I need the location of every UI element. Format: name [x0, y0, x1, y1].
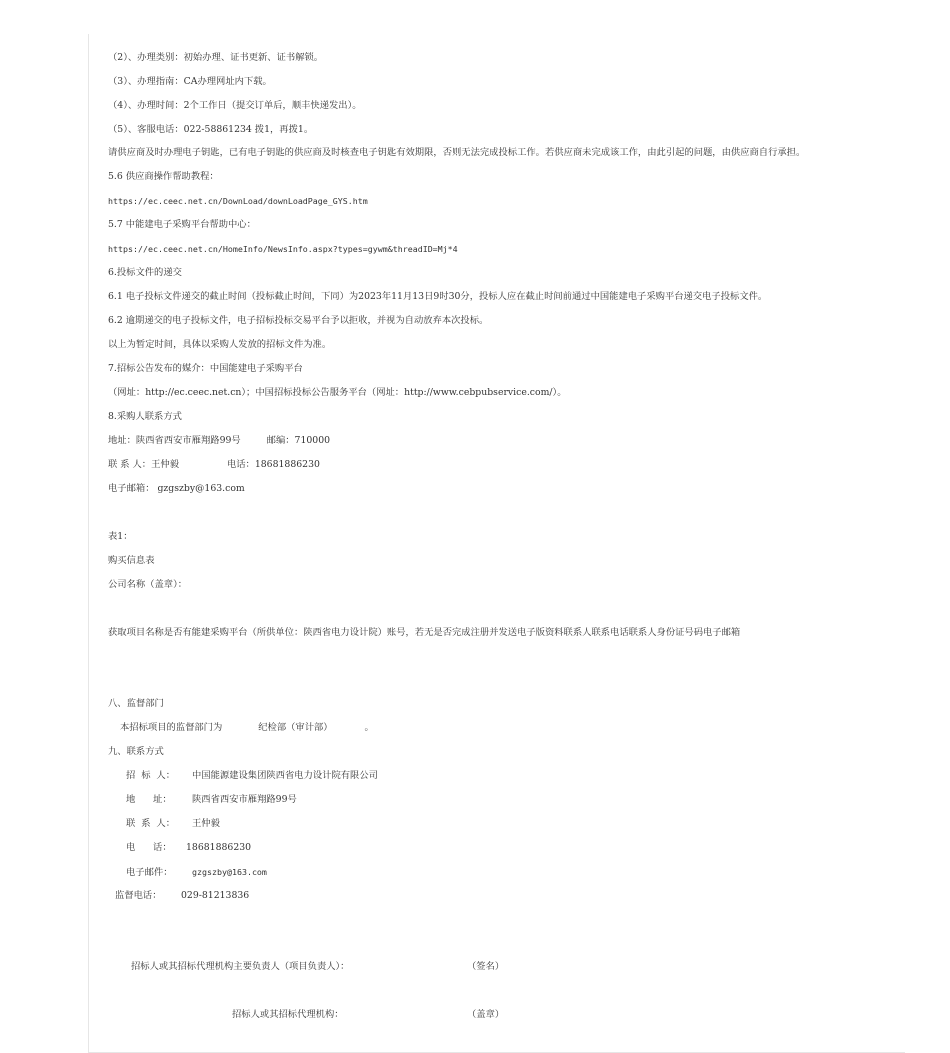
purchaser-email: 电子邮箱： gzgszby@163.com — [108, 483, 245, 494]
tentative-line: 以上为暂定时间，具体以采购人发放的招标文件为准。 — [108, 339, 332, 350]
contact-label: 招 标 人： — [126, 770, 176, 781]
table-label: 表1： — [108, 531, 133, 542]
responsible-person-label: 招标人或其招标代理机构主要负责人（项目负责人）： — [131, 961, 350, 972]
contact-row-tenderer — [126, 769, 378, 783]
contact-row-email — [126, 865, 267, 880]
supervision-phone-label: 监督电话： — [115, 890, 162, 901]
contact-label: 电子邮件： — [126, 867, 173, 878]
media-urls-line: （网址：http://ec.ceec.net.cn）；中国招标投标公告服务平台（网址：http://www.cebpubservice.com/）。 — [108, 387, 567, 398]
company-name-line: 公司名称（盖章）： — [108, 579, 188, 590]
seal-placeholder: （盖章） — [467, 1009, 505, 1020]
agency-label: 招标人或其招标代理机构： — [232, 1009, 344, 1020]
supervision-phone-row — [115, 889, 249, 903]
table-title: 购买信息表 — [108, 555, 155, 566]
ca-time-line: （4）、办理时间：2个工作日（提交订单后，顺丰快递发出）。 — [108, 100, 362, 111]
deadline-line: 6.1 电子投标文件递交的截止时间（投标截止时间，下同）为2023年11月13日9时30分，投标人应在截止时间前通过中国能建电子采购平台递交电子投标文件。 — [108, 291, 768, 302]
contact-title: 九、联系方式 — [108, 746, 164, 757]
late-submission-line: 6.2 逾期递交的电子投标文件，电子招标投标交易平台予以拒收，并视为自动放弃本次投标。 — [108, 315, 489, 326]
contact-label: 电 话： — [126, 842, 172, 853]
contact-value: 18681886230 — [186, 842, 252, 853]
supervision-title: 八、监督部门 — [108, 698, 164, 709]
contact-value: 陕西省西安市雁翔路99号 — [192, 794, 297, 805]
contact-row-phone — [126, 841, 251, 855]
purchaser-postcode: 邮编：710000 — [266, 435, 331, 446]
contact-email-value[interactable]: gzgszby@163.com — [192, 867, 267, 877]
purchaser-address: 地址：陕西省西安市雁翔路99号 — [108, 435, 241, 446]
center-url-link[interactable]: https://ec.ceec.net.cn/HomeInfo/NewsInfo.aspx?types=gywm&threadID=Mj*4 — [108, 244, 458, 254]
help-title: 5.6 供应商操作帮助教程： — [108, 171, 219, 182]
purchaser-contact-line — [108, 458, 320, 472]
help-url-link[interactable]: https://ec.ceec.net.cn/DownLoad/downLoadPage_GYS.htm — [108, 196, 368, 206]
ca-notice-line: 请供应商及时办理电子钥匙，已有电子钥匙的供应商及时核查电子钥匙有效期限，否则无法完成投标工作。若供应商未完成该工作，由此引起的问题，由供应商自行承担。 — [108, 147, 806, 158]
supervision-phone: 029-81213836 — [181, 890, 250, 901]
contact-label: 联 系 人： — [126, 818, 176, 829]
contact-row-address — [126, 793, 297, 807]
section8-title: 8.采购人联系方式 — [108, 411, 182, 422]
ca-phone-line: （5）、客服电话：022-58861234 拨1，再拨1。 — [108, 124, 314, 135]
purchaser-contact: 联 系 人：王仲毅 — [108, 459, 179, 470]
purchaser-address-line — [108, 434, 330, 448]
contact-value: 王仲毅 — [192, 818, 220, 829]
center-title: 5.7 中能建电子采购平台帮助中心： — [108, 219, 256, 230]
contact-row-person — [126, 817, 220, 831]
section6-title: 6.投标文件的递交 — [108, 267, 182, 278]
supervision-text: 本招标项目的监督部门为 — [120, 722, 223, 733]
ca-guide-line: （3）、办理指南：CA办理网址内下载。 — [108, 76, 272, 87]
contact-label: 地 址： — [126, 794, 172, 805]
supervision-line — [120, 721, 374, 735]
contact-value: 中国能源建设集团陕西省电力设计院有限公司 — [192, 770, 378, 781]
section7-title: 7.招标公告发布的媒介：中国能建电子采购平台 — [108, 363, 303, 374]
signature-placeholder: （签名） — [467, 961, 505, 972]
supervision-dept: 纪检部（审计部） — [258, 722, 333, 733]
supervision-end: 。 — [364, 722, 374, 733]
document-page — [88, 34, 905, 1053]
purchaser-phone: 电话：18681886230 — [226, 459, 320, 470]
table-header-row: 获取项目名称是否有能建采购平台（所供单位：陕西省电力设计院）账号，若无是否完成注册并发送电子版资料联系人联系电话联系人身份证号码电子邮箱 — [108, 627, 741, 638]
ca-type-line: （2）、办理类别：初始办理、证书更新、证书解锁。 — [108, 52, 324, 63]
